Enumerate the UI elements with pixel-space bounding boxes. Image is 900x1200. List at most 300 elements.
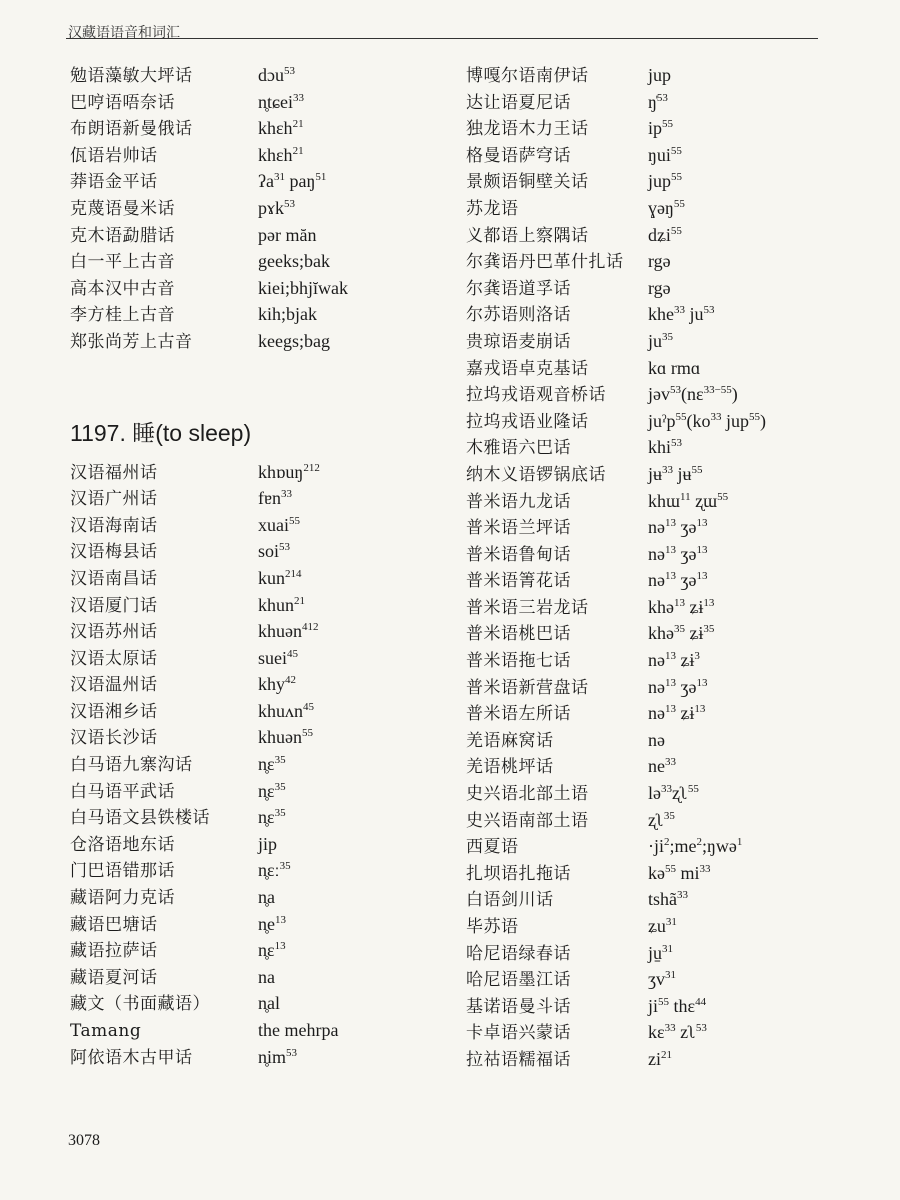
entry-row [466, 461, 886, 488]
form-segment: nə [648, 729, 665, 750]
tone-number: 55 [717, 490, 729, 503]
tone-number: 2 [696, 836, 702, 849]
dialect-name: 普米语拖七话 [466, 651, 571, 672]
form-segment: ) [731, 384, 738, 405]
tone-number: 21 [292, 118, 304, 131]
phonetic-form [258, 990, 280, 1017]
form-segment: paŋ [284, 171, 316, 192]
phonetic-form [258, 222, 316, 249]
tone-number: 412 [302, 621, 319, 634]
entry-row [466, 886, 886, 913]
phonetic-form [648, 89, 668, 116]
tone-number: 55 [658, 995, 670, 1008]
dialect-name: 藏文（书面藏语） [70, 994, 210, 1015]
tone-number: 11 [680, 490, 691, 503]
form-segment: na [258, 966, 275, 987]
dialect-name: 门巴语错那话 [70, 861, 175, 882]
right-column [466, 62, 886, 1073]
entry-row [466, 700, 886, 727]
entry-row [466, 408, 886, 435]
phonetic-form [648, 700, 705, 727]
form-segment: kiei;bhjĭwak [258, 277, 348, 298]
previous-entry-list [70, 62, 460, 355]
form-segment: kɑ rmɑ [648, 357, 701, 378]
tone-number: 53 [286, 1046, 298, 1059]
dialect-name: 克木语勐腊话 [70, 225, 175, 246]
tone-number: 13 [275, 913, 286, 926]
form-segment: n̥ɛ [258, 940, 275, 961]
dialect-name: 拉坞戎语观音桥话 [466, 385, 606, 406]
entry-row [70, 328, 460, 355]
phonetic-form [258, 911, 286, 938]
entry-row [70, 248, 460, 275]
form-segment: khɒuŋ [258, 461, 304, 482]
phonetic-form [648, 1019, 707, 1046]
phonetic-form [648, 168, 682, 195]
tone-number: 13 [665, 703, 676, 716]
form-segment: khə [648, 623, 674, 644]
entry-row [466, 753, 886, 780]
phonetic-form [258, 1044, 297, 1071]
form-segment: kə [648, 862, 665, 883]
phonetic-form [648, 142, 682, 169]
phonetic-form [648, 222, 682, 249]
entry-row [70, 911, 460, 938]
form-segment: n̥im [258, 1046, 287, 1067]
dialect-name: 尔龚语道孚话 [466, 278, 571, 299]
phonetic-form [258, 512, 300, 539]
dialect-name: 白一平上古音 [70, 252, 175, 273]
tone-number: 31 [665, 916, 677, 928]
form-segment: ʒə [676, 517, 697, 538]
dialect-name: 白马语平武话 [70, 781, 175, 802]
form-segment: ʒə [676, 543, 697, 564]
entry-row [70, 937, 460, 964]
dialect-name: 汉语海南话 [70, 515, 158, 536]
tone-number: 2 [664, 836, 670, 849]
dialect-name: 纳木义语锣锅底话 [466, 464, 606, 485]
dialect-name: 克蔑语曼米话 [70, 198, 175, 219]
form-segment: lə [648, 783, 661, 804]
entry-row [70, 89, 460, 116]
entry-row [466, 541, 886, 568]
phonetic-form [648, 275, 671, 302]
section-entry-list [70, 459, 460, 1071]
entry-row [70, 168, 460, 195]
form-segment: ) [759, 410, 766, 431]
phonetic-form [648, 647, 700, 674]
form-segment: ju [648, 330, 663, 351]
form-segment: zʅ [675, 1022, 696, 1043]
form-segment: ;me [669, 836, 697, 857]
phonetic-form [648, 886, 688, 913]
form-segment: nə [648, 570, 665, 591]
tone-number: 53 [656, 91, 668, 104]
entry-row [466, 860, 886, 887]
phonetic-form [648, 833, 742, 860]
form-segment: nə [648, 543, 665, 564]
dialect-name: 汉语南昌话 [70, 568, 158, 589]
form-segment: fɐn [258, 488, 281, 509]
entry-row [70, 62, 460, 89]
dialect-name: 汉语太原话 [70, 648, 158, 669]
form-segment: zi [648, 1048, 661, 1069]
dialect-name: 西夏语 [466, 837, 519, 858]
phonetic-form [258, 62, 295, 89]
phonetic-form [648, 1046, 672, 1073]
dialect-name: 毕苏语 [466, 917, 519, 937]
tone-number: 44 [695, 995, 707, 1008]
tone-number: 33 [662, 463, 674, 476]
entry-row [70, 301, 460, 328]
form-segment: jʉ [648, 463, 663, 484]
dialect-name: 尔苏语则洛话 [466, 305, 571, 326]
form-segment: tshã [648, 889, 677, 910]
form-segment: nə [648, 517, 665, 538]
phonetic-form [648, 620, 714, 647]
phonetic-form [648, 301, 715, 328]
phonetic-form [258, 751, 286, 778]
phonetic-form [648, 940, 673, 967]
form-segment: ip [648, 118, 663, 139]
form-segment: juˀp [648, 410, 676, 431]
tone-number: 35 [674, 623, 685, 636]
tone-number: 21 [292, 144, 304, 157]
dialect-name: 莽语金平话 [70, 172, 158, 193]
tone-number: 21 [294, 594, 305, 607]
dialect-name: 普米语三岩龙话 [466, 597, 589, 618]
entry-row [466, 727, 886, 754]
section-entry-list-continued [466, 62, 886, 1073]
phonetic-form [258, 328, 330, 355]
tone-number: 33 [661, 783, 672, 796]
phonetic-form [258, 724, 313, 751]
phonetic-form [648, 567, 707, 594]
form-segment: nə [648, 650, 665, 671]
tone-number: 13 [694, 703, 706, 716]
phonetic-form [648, 966, 676, 993]
phonetic-form [648, 248, 671, 275]
tone-number: 35 [663, 809, 675, 822]
form-segment: ŋui [648, 144, 671, 165]
tone-number: 13 [696, 676, 708, 689]
form-segment: ʒv [648, 969, 665, 990]
form-segment: nə [648, 676, 665, 697]
entry-row [466, 328, 886, 355]
form-segment: ju [685, 304, 704, 325]
form-segment: khuən [258, 727, 302, 748]
form-segment: khuən [258, 621, 302, 642]
tone-number: 33−55 [703, 384, 732, 397]
phonetic-form [648, 541, 707, 568]
form-segment: ʒə [676, 676, 697, 697]
form-segment: thɛ [669, 995, 696, 1016]
form-segment: n̥tɕei [258, 91, 293, 112]
form-segment: xuai [258, 514, 289, 535]
dialect-name: 高本汉中古音 [70, 278, 175, 299]
dialect-name: 汉语温州话 [70, 675, 158, 696]
entry-row [466, 488, 886, 515]
form-segment: n̥e [258, 913, 275, 934]
dialect-name: 拉祜语糯福话 [466, 1049, 571, 1070]
tone-number: 55 [670, 224, 682, 237]
entry-row [466, 1046, 886, 1073]
entry-row [466, 62, 886, 89]
phonetic-form [648, 461, 703, 488]
entry-row [466, 594, 886, 621]
entry-row [70, 565, 460, 592]
dialect-name: 普米语桃巴话 [466, 624, 571, 645]
entry-row [70, 884, 460, 911]
form-segment: dʑi [648, 224, 671, 245]
phonetic-form [258, 831, 277, 858]
tone-number: 53 [279, 541, 291, 554]
dialect-name: 藏语阿力克话 [70, 888, 175, 909]
dialect-name: 白语剑川话 [466, 890, 554, 911]
phonetic-form [648, 488, 728, 515]
form-segment: ŋ̍ [648, 91, 657, 112]
tone-number: 1 [736, 836, 743, 849]
tone-number: 51 [315, 171, 327, 184]
phonetic-form [648, 993, 706, 1020]
entry-row [70, 115, 460, 142]
dialect-name: 汉语湘乡话 [70, 701, 158, 722]
tone-number: 33 [292, 91, 304, 104]
form-segment: n̥al [258, 993, 280, 1014]
dialect-name: 嘉戎语卓克基话 [466, 358, 589, 379]
dialect-name: 博嘎尔语南伊话 [466, 66, 589, 86]
dialect-name: 普米语箐花话 [466, 571, 571, 592]
dialect-name: 白马语文县铁楼话 [70, 808, 210, 829]
entry-row [466, 514, 886, 541]
form-segment: n̥ɛː [258, 860, 280, 881]
dialect-name: 羌语桃坪话 [466, 757, 554, 778]
dialect-name: 阿依语木古甲话 [70, 1047, 193, 1068]
tone-number: 13 [674, 596, 685, 609]
form-segment: mi [676, 862, 700, 883]
dialect-name: 独龙语木力王话 [466, 119, 589, 140]
dialect-name: 卡卓语兴蒙话 [466, 1023, 571, 1044]
phonetic-form [258, 698, 314, 725]
dialect-name: 布朗语新曼俄话 [70, 119, 193, 140]
tone-number: 33 [710, 410, 722, 423]
tone-number: 33 [677, 889, 688, 902]
phonetic-form [648, 195, 685, 222]
phonetic-form [648, 913, 677, 940]
phonetic-form [648, 753, 676, 780]
phonetic-form [648, 381, 738, 408]
tone-number: 53 [703, 304, 715, 317]
dialect-name: 史兴语北部土语 [466, 784, 589, 805]
phonetic-form [648, 807, 675, 834]
tone-number: 13 [665, 650, 676, 663]
form-segment: pər măn [258, 224, 317, 245]
phonetic-form [258, 538, 290, 565]
entry-row [70, 671, 460, 698]
form-segment: kun [258, 567, 285, 588]
tone-number: 35 [703, 623, 715, 636]
entry-row [466, 301, 886, 328]
form-segment: rgə [648, 251, 671, 272]
tone-number: 13 [665, 517, 676, 530]
entry-row [466, 833, 886, 860]
entry-row [466, 940, 886, 967]
form-segment: khɛh [258, 144, 293, 165]
dialect-name: 汉语梅县话 [70, 542, 158, 563]
entry-row [466, 355, 886, 382]
tone-number: 45 [303, 700, 314, 713]
entry-row [466, 620, 886, 647]
phonetic-form [648, 594, 714, 621]
dialect-name: 达让语夏尼话 [466, 92, 571, 113]
form-segment: ji [648, 995, 659, 1016]
entry-row [70, 195, 460, 222]
phonetic-form [258, 275, 348, 302]
dialect-name: 哈尼语绿春话 [466, 943, 571, 964]
dialect-name: 汉语苏州话 [70, 622, 158, 643]
form-segment: ·ji [648, 836, 664, 857]
tone-number: 45 [287, 647, 298, 660]
phonetic-form [648, 434, 682, 461]
tone-number: 33 [699, 862, 711, 875]
entry-row [466, 115, 886, 142]
dialect-name: 普米语兰坪话 [466, 518, 571, 539]
phonetic-form [258, 168, 326, 195]
header-rule [66, 38, 818, 39]
entry-row [70, 512, 460, 539]
entry-row [70, 964, 460, 991]
form-segment: ʑɨ [685, 623, 704, 644]
tone-number: 13 [665, 676, 676, 689]
dialect-name: 汉语厦门话 [70, 595, 158, 616]
phonetic-form [258, 937, 286, 964]
phonetic-form [258, 884, 275, 911]
entry-row [70, 698, 460, 725]
phonetic-form [258, 671, 296, 698]
dialect-name: 藏语巴塘话 [70, 914, 158, 935]
dialect-name: 藏语拉萨话 [70, 941, 158, 962]
dialect-name: 藏语夏河话 [70, 967, 158, 988]
tone-number: 35 [274, 807, 286, 820]
dialect-name: 仓洛语地东话 [70, 834, 175, 855]
tone-number: 53 [284, 197, 295, 210]
dialect-name: 普米语新营盘话 [466, 677, 589, 698]
phonetic-form [258, 964, 275, 991]
dialect-name: 哈尼语墨江话 [466, 970, 571, 991]
form-segment: geeks;bak [258, 251, 330, 272]
phonetic-form [258, 618, 319, 645]
entry-row [70, 751, 460, 778]
tone-number: 35 [274, 780, 286, 793]
tone-number: 31 [662, 942, 674, 955]
tone-number: 3 [694, 650, 700, 663]
section-heading [70, 413, 460, 453]
tone-number: 35 [662, 330, 674, 343]
running-header: 汉藏语语音和词汇 [68, 25, 180, 41]
form-segment: kɛ [648, 1022, 665, 1043]
entry-row [70, 485, 460, 512]
phonetic-form [258, 195, 295, 222]
form-segment: jup [648, 65, 672, 85]
form-segment: ;ŋwə [702, 836, 737, 857]
entry-row [466, 647, 886, 674]
section-number: 1197. [70, 419, 126, 446]
tone-number: 55 [671, 171, 683, 184]
tone-number: 35 [274, 754, 286, 767]
tone-number: 55 [665, 862, 676, 875]
form-segment: ʑɨ [676, 703, 695, 724]
dialect-name: 郑张尚芳上古音 [70, 331, 193, 352]
phonetic-form [258, 301, 317, 328]
phonetic-form [648, 860, 711, 887]
section-headword: 睡 [132, 420, 156, 447]
tone-number: 53 [671, 437, 683, 450]
entry-row [70, 538, 460, 565]
form-segment: kih;bjak [258, 304, 317, 325]
form-segment: ʔa [258, 171, 274, 192]
form-segment: n̥a [258, 887, 275, 908]
form-segment: n̥ɛ [258, 807, 275, 828]
dialect-name: 尔龚语丹巴革什扎话 [466, 252, 624, 273]
entry-row [466, 248, 886, 275]
form-segment: soi [258, 541, 280, 562]
dialect-name: 勉语藻敏大坪话 [70, 66, 193, 86]
phonetic-form [648, 328, 673, 355]
tone-number: 55 [687, 783, 699, 796]
form-segment: keegs;bag [258, 330, 330, 351]
form-segment: suei [258, 647, 287, 668]
dialect-name: 汉语广州话 [70, 489, 158, 510]
form-segment: khun [258, 594, 294, 615]
entry-row [466, 275, 886, 302]
form-segment: jəv [648, 384, 670, 405]
section-gap [70, 355, 460, 407]
form-segment: n̥ɛ [258, 780, 275, 801]
entry-row [70, 618, 460, 645]
entry-row [70, 459, 460, 486]
phonetic-form [258, 142, 304, 169]
phonetic-form [648, 780, 699, 807]
form-segment: jup [721, 410, 749, 431]
phonetic-form [258, 248, 330, 275]
entry-row [70, 142, 460, 169]
entry-row [70, 990, 460, 1017]
entry-row [466, 381, 886, 408]
dialect-name: 普米语左所话 [466, 704, 571, 725]
tone-number: 55 [670, 144, 682, 157]
form-segment: jup [648, 171, 672, 192]
form-segment: ɣəŋ [648, 197, 674, 218]
tone-number: 13 [696, 543, 708, 556]
entry-row [70, 804, 460, 831]
phonetic-form [648, 408, 766, 435]
dialect-name: 景颇语铜壁关话 [466, 172, 589, 193]
tone-number: 55 [289, 514, 300, 527]
form-segment: khɯ [648, 490, 681, 511]
entry-row [466, 780, 886, 807]
page-number: 3078 [68, 1132, 100, 1149]
tone-number: 33 [665, 756, 676, 769]
entry-row [466, 168, 886, 195]
form-segment: the mehrpa [258, 1020, 339, 1040]
entry-row [70, 222, 460, 249]
form-segment: ʐʅ [648, 809, 664, 830]
section-gloss: (to sleep) [155, 419, 252, 446]
entry-row [466, 89, 886, 116]
tone-number: 31 [665, 969, 676, 982]
entry-row [466, 142, 886, 169]
phonetic-form [648, 115, 673, 142]
